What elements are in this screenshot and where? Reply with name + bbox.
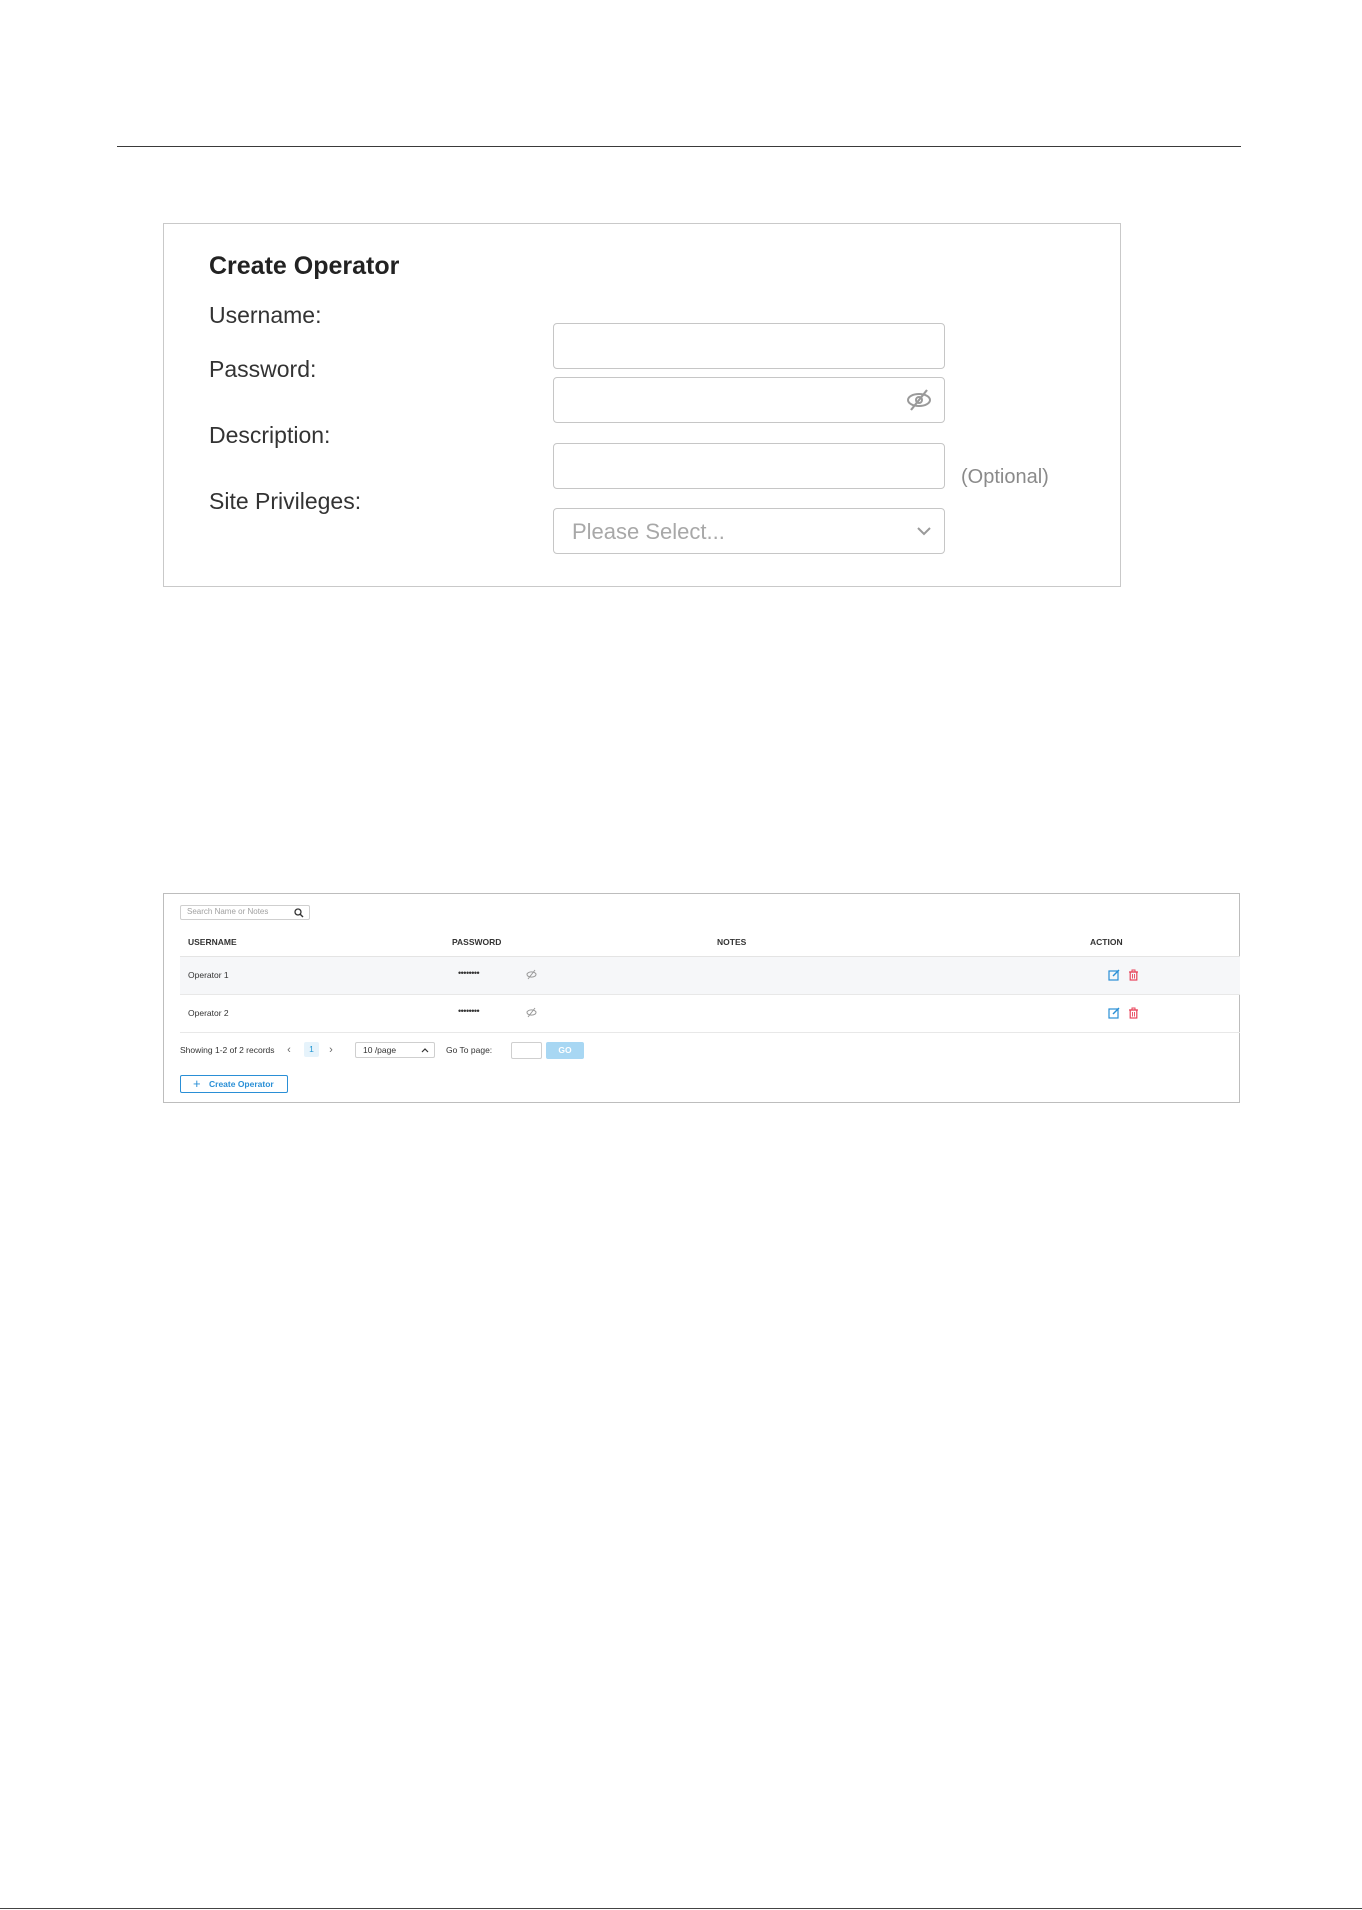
records-count: Showing 1-2 of 2 records [180,1045,275,1055]
create-operator-label: Create Operator [209,1079,274,1089]
search-icon[interactable] [294,908,304,918]
delete-icon[interactable] [1128,969,1139,981]
goto-label: Go To page: [446,1045,493,1055]
username-label: Username: [209,302,322,328]
column-header-action: ACTION [1090,937,1123,947]
username-cell: Operator 1 [188,970,229,980]
per-page-select[interactable] [355,1042,435,1058]
search-placeholder: Search Name or Notes [187,907,269,916]
password-cell: •••••••• [458,968,480,978]
next-page-icon[interactable]: › [329,1044,333,1056]
top-divider [117,146,1241,147]
prev-page-icon[interactable]: ‹ [287,1044,291,1056]
site-privileges-label: Site Privileges: [209,488,362,514]
eye-off-icon[interactable] [526,1007,537,1018]
username-cell: Operator 2 [188,1008,229,1018]
description-input[interactable] [553,443,945,489]
table-row [180,957,1240,995]
form-title: Create Operator [209,252,400,280]
optional-hint: (Optional) [961,466,1049,488]
password-cell: •••••••• [458,1006,480,1016]
goto-page-input[interactable] [511,1042,542,1059]
table-row [180,995,1240,1033]
username-input[interactable] [553,323,945,369]
search-input[interactable] [180,905,310,920]
edit-icon[interactable] [1108,1007,1120,1019]
chevron-down-icon [916,524,932,538]
column-header-password: PASSWORD [452,937,502,947]
eye-off-icon[interactable] [906,388,932,412]
page-number[interactable]: 1 [304,1042,319,1057]
pagination [180,1042,1080,1060]
create-operator-form [163,223,1121,587]
password-input[interactable] [553,377,945,423]
per-page-value: 10 /page [363,1045,397,1055]
delete-icon[interactable] [1128,1007,1139,1019]
site-privileges-placeholder: Please Select... [572,519,725,544]
go-button[interactable]: GO [546,1042,584,1059]
eye-off-icon[interactable] [526,969,537,980]
plus-icon: + [193,1076,201,1091]
description-label: Description: [209,422,331,448]
chevron-up-icon [421,1046,429,1054]
edit-icon[interactable] [1108,969,1120,981]
bottom-divider [0,1908,1362,1909]
password-label: Password: [209,356,317,382]
operator-table-panel [163,893,1240,1103]
column-header-username: USERNAME [188,937,237,947]
create-operator-button[interactable] [180,1075,288,1093]
site-privileges-select[interactable] [553,508,945,554]
column-header-notes: NOTES [717,937,747,947]
